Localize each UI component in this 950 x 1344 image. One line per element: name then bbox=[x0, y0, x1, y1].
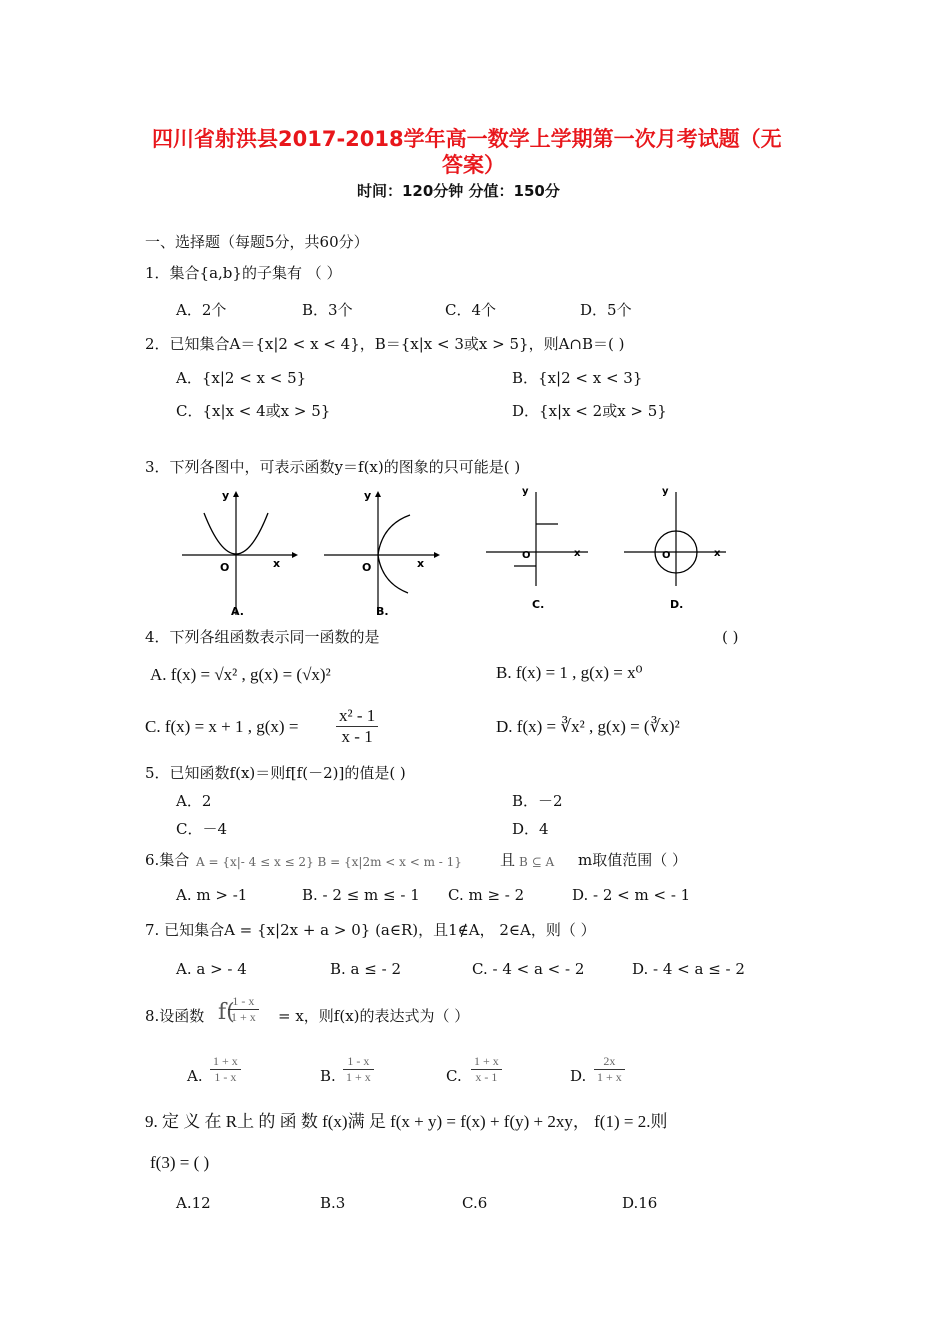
q3d-y-label: y bbox=[662, 486, 669, 497]
q6-stem-a: 6.集合 bbox=[145, 851, 190, 869]
q8a-denominator: 1 - x bbox=[214, 1070, 237, 1084]
q3c-y-label: y bbox=[522, 486, 529, 497]
q8-stem-fraction bbox=[228, 994, 259, 1025]
q8-stem-numerator: 1 - x bbox=[228, 994, 259, 1010]
q3a-origin: O bbox=[220, 561, 230, 574]
q8-option-d-label: D. bbox=[570, 1067, 587, 1085]
section-heading: 一、选择题（每题5分，共60分） bbox=[145, 233, 369, 251]
q9-stem-line1: 9. 定 义 在 R上 的 函 数 f(x)满 足 f(x + y) = f(x) + f(y) + 2xy， f(1) = 2.则 bbox=[145, 1112, 668, 1131]
q8-option-b bbox=[343, 1054, 374, 1085]
q3a-y-label: y bbox=[222, 489, 230, 502]
q3d-label: D. bbox=[670, 598, 684, 611]
q3b-y-label: y bbox=[364, 489, 372, 502]
q8c-numerator: 1 + x bbox=[471, 1054, 502, 1070]
q8a-numerator: 1 + x bbox=[210, 1054, 241, 1070]
q6-stem-c: m取值范围（ ） bbox=[578, 851, 687, 869]
q8d-numerator: 2x bbox=[594, 1054, 625, 1070]
q2-option-d: D．{x|x < 2或x > 5} bbox=[512, 402, 667, 420]
q4c-numerator: x² - 1 bbox=[336, 706, 378, 727]
q4-option-c: C. f(x) = x + 1 , g(x) = bbox=[145, 717, 299, 736]
q5-option-a: A．2 bbox=[176, 792, 212, 810]
exam-meta: 时间：120分钟 分值：150分 bbox=[357, 182, 560, 200]
q9-option-b: B.3 bbox=[320, 1194, 346, 1212]
q5-option-c: C．－4 bbox=[176, 820, 228, 838]
q3d-x-label: x bbox=[714, 548, 721, 559]
q1-stem: 1．集合{a,b}的子集有 （ ） bbox=[145, 264, 342, 282]
q8-stem-denominator: 1 + x bbox=[231, 1010, 256, 1024]
q7-option-c: C. - 4 < a < - 2 bbox=[472, 960, 585, 978]
q5-option-d: D．4 bbox=[512, 820, 549, 838]
q2-option-a: A．{x|2 < x < 5} bbox=[176, 369, 307, 387]
q8-stem-a: 8.设函数 bbox=[145, 1007, 205, 1025]
q8-option-a bbox=[210, 1054, 241, 1085]
q8-option-d bbox=[594, 1054, 625, 1085]
q1-option-d: D．5个 bbox=[580, 301, 632, 319]
q3c-label: C. bbox=[532, 598, 545, 611]
q6-option-c: C. m ≥ - 2 bbox=[448, 886, 525, 904]
q3b-label: B. bbox=[376, 605, 389, 618]
q4-option-b: B. f(x) = 1 , g(x) = x⁰ bbox=[496, 663, 643, 682]
q3d-origin: O bbox=[662, 550, 671, 561]
q3a-label: A. bbox=[231, 605, 244, 618]
q3a-x-label: x bbox=[273, 557, 281, 570]
q8-option-c bbox=[471, 1054, 502, 1085]
q7-option-d: D. - 4 < a ≤ - 2 bbox=[632, 960, 745, 978]
q8b-denominator: 1 + x bbox=[346, 1070, 371, 1084]
q4-option-c-fraction bbox=[336, 706, 378, 747]
q9-option-d: D.16 bbox=[622, 1194, 658, 1212]
q8d-denominator: 1 + x bbox=[597, 1070, 622, 1084]
q9-option-c: C.6 bbox=[462, 1194, 488, 1212]
q3b-x-label: x bbox=[417, 557, 425, 570]
q4-option-a: A. f(x) = √x² , g(x) = (√x)² bbox=[150, 665, 331, 684]
q9-stem-line2: f(3) = ( ) bbox=[150, 1153, 210, 1172]
q6-stem-b: 且 bbox=[500, 851, 516, 869]
q8-f-symbol: f( bbox=[218, 1000, 235, 1025]
q7-stem: 7. 已知集合A = {x|2x + a > 0} (a∈R)，且1∉A， 2∈A，则（ ） bbox=[145, 921, 596, 939]
q7-option-b: B. a ≤ - 2 bbox=[330, 960, 401, 978]
q3b-origin: O bbox=[362, 561, 372, 574]
q8-stem-b: = x，则f(x)的表达式为（ ） bbox=[278, 1007, 470, 1025]
q6-option-d: D. - 2 < m < - 1 bbox=[572, 886, 691, 904]
q8b-numerator: 1 - x bbox=[343, 1054, 374, 1070]
q4-paren: ( ) bbox=[722, 628, 739, 646]
q8-option-b-label: B. bbox=[320, 1067, 336, 1085]
q3-graph-b bbox=[320, 485, 440, 620]
q6-option-b: B. - 2 ≤ m ≤ - 1 bbox=[302, 886, 420, 904]
q8-option-c-label: C. bbox=[446, 1067, 462, 1085]
q3-graph-c bbox=[480, 478, 600, 613]
q4-stem: 4．下列各组函数表示同一函数的是 bbox=[145, 628, 380, 646]
q3c-x-label: x bbox=[574, 548, 581, 559]
q6-condition: B ⊆ A bbox=[519, 855, 555, 869]
q1-option-c: C．4个 bbox=[445, 301, 497, 319]
q4c-denominator: x - 1 bbox=[341, 727, 373, 746]
q3-stem: 3．下列各图中，可表示函数y＝f(x)的图象的只可能是( ) bbox=[145, 458, 521, 476]
q3-graph-d bbox=[620, 478, 740, 613]
q5-option-b: B．－2 bbox=[512, 792, 563, 810]
q4-option-d: D. f(x) = ∛x² , g(x) = (∛x)² bbox=[496, 717, 680, 736]
q1-option-a: A．2个 bbox=[176, 301, 227, 319]
q6-set-definition: A = {x|- 4 ≤ x ≤ 2} B = {x|2m < x < m - 1} bbox=[196, 855, 462, 869]
exam-title-line1: 四川省射洪县2017-2018学年高一数学上学期第一次月考试题（无 bbox=[152, 127, 782, 151]
q3c-origin: O bbox=[522, 550, 531, 561]
q2-option-b: B．{x|2 < x < 3} bbox=[512, 369, 643, 387]
q1-option-b: B．3个 bbox=[302, 301, 353, 319]
q7-option-a: A. a > - 4 bbox=[176, 960, 247, 978]
q3-graph-a bbox=[178, 485, 298, 620]
q2-stem: 2．已知集合A＝{x|2 < x < 4}，B＝{x|x < 3或x > 5}，则A∩B＝( ) bbox=[145, 335, 625, 353]
exam-title-line2: 答案） bbox=[442, 153, 505, 177]
q6-option-a: A. m > -1 bbox=[176, 886, 248, 904]
q5-stem: 5．已知函数f(x)＝则f[f(－2)]的值是( ) bbox=[145, 764, 406, 782]
q8c-denominator: x - 1 bbox=[475, 1070, 498, 1084]
q2-option-c: C．{x|x < 4或x > 5} bbox=[176, 402, 331, 420]
q8-option-a-label: A. bbox=[187, 1067, 203, 1085]
q9-option-a: A.12 bbox=[176, 1194, 211, 1212]
